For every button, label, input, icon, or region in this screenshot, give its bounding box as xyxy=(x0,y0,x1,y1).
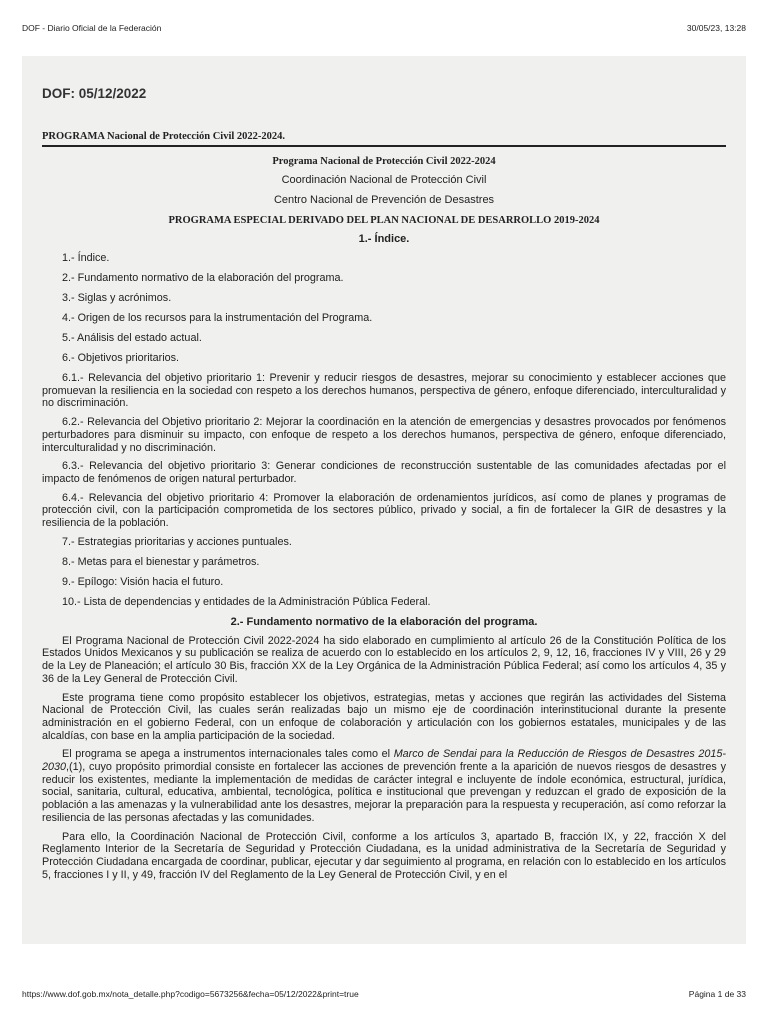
paragraph: Este programa tiene como propósito establecer los objetivos, estrategias, metas y acciones que regirán las actividades del Sistema Nacional de Protección Civil, las cuales serán realizadas bajo un mismo eje de coordinación interinstitucional durante la presente administración en el gobierno Federal, con un enfoque de colaboración y articulación con los gobiernos estatales, municipales y de las alcaldías, con base en la amplia participación de la sociedad. xyxy=(42,691,726,742)
paragraph-text: El programa se apega a instrumentos internacionales tales como el xyxy=(62,748,394,761)
dof-date: DOF: 05/12/2022 xyxy=(42,86,147,101)
print-footer-page: Página 1 de 33 xyxy=(688,989,746,999)
paragraph: Para ello, la Coordinación Nacional de Protección Civil, conforme a los artículos 3, apartado B, fracción IX, y 22, fracción X del Reglamento Interior de la Secretaría de Seguridad y Protección Ciudadana, es la unidad administrativa de la Secretaría de Seguridad y Protección Ciudadana encargada de coordinar, publicar, ejecutar y dar seguimiento al programa, en relación con lo establecido en los artículos 5, fracciones I y II, y 49, fracción IV del Reglamento de la Ley General de Protección Civil, y en el xyxy=(42,830,726,881)
paragraph: El Programa Nacional de Protección Civil 2022-2024 ha sido elaborado en cumplimiento al artículo 26 de la Constitución Política de los Estados Unidos Mexicanos y su publicación se realiza de acuerdo con lo establecido en los artículos 2, 9, 12, 16, fracciones IV y VIII, 26 y 29 de la Ley de Planeación; el artículo 30 Bis, fracción XX de la Ley Orgánica de la Administración Pública Federal; así como los artículos 4, 35 y 36 de la Ley General de Protección Civil. xyxy=(42,634,726,685)
section2-heading: 2.- Fundamento normativo de la elaboración del programa. xyxy=(230,615,538,628)
document-body xyxy=(42,155,726,887)
index-item: 3.- Siglas y acrónimos. xyxy=(62,292,172,304)
sendai-framework-title: Marco de Sendai para la Reducción de Riesgos de Desastres 2015-2030 xyxy=(42,748,726,774)
paragraph-text: ,(1), cuyo propósito primordial consiste en fortalecer las acciones de prevención frente a la aparición de nuevos riesgos de desastres y reducir los existentes, mediante la implementación de medidas de carácter integral e incluyente de índole económica, estructural, jurídica, social, sanitaria, cultural, educativa, ambiental, tecnológica, política e institucional que prevengan y reduzcan el grado de exposición de la población a las amenazas y la vulnerabilidad ante los desastres, mejorar la preparación para la respuesta y recuperación, así como reforzar la resiliencia de las personas afectadas y las comunidades. xyxy=(42,761,726,824)
index-item: 4.- Origen de los recursos para la instrumentación del Programa. xyxy=(62,312,373,324)
index-item: 5.- Análisis del estado actual. xyxy=(62,332,202,344)
index-item: 2.- Fundamento normativo de la elaboración del programa. xyxy=(62,272,344,284)
document-panel xyxy=(22,56,746,944)
objective-item: 6.3.- Relevancia del objetivo prioritario 3: Generar condiciones de reconstrucción sustentable de las comunidades afectadas por el impacto de fenómenos de origen natural perturbador. xyxy=(42,460,726,485)
coordination-name: Coordinación Nacional de Protección Civil xyxy=(281,174,487,186)
print-footer-url: https://www.dof.gob.mx/nota_detalle.php?codigo=5673256&fecha=05/12/2022&print=true xyxy=(22,989,359,999)
objective-item: 6.1.- Relevancia del objetivo prioritario 1: Prevenir y reducir riesgos de desastres, mejorar su conocimiento y establecer acciones que promuevan la resiliencia en la sociedad con respeto a los derechos humanos, perspectiva de género, enfoque diferenciado, interculturalidad y no discriminación. xyxy=(42,372,726,410)
paragraph xyxy=(42,748,726,824)
objective-item: 6.2.- Relevancia del Objetivo prioritario 2: Mejorar la coordinación en la atención de emergencias y desastres provocados por fenómenos perturbadores para disminuir su impacto, con enfoque de respeto a los derechos humanos, perspectiva de género, enfoque diferenciado, interculturalidad y no discriminación. xyxy=(42,416,726,454)
index-item: 8.- Metas para el bienestar y parámetros. xyxy=(62,555,260,568)
center-name: Centro Nacional de Prevención de Desastres xyxy=(273,194,495,206)
print-header-datetime: 30/05/23, 13:28 xyxy=(686,23,746,33)
print-header-title: DOF - Diario Oficial de la Federación xyxy=(22,23,162,33)
index-item: 6.- Objetivos prioritarios. xyxy=(62,352,180,364)
index-item: 9.- Epílogo: Visión hacia el futuro. xyxy=(62,575,224,588)
document-title: PROGRAMA Nacional de Protección Civil 2022-2024. xyxy=(42,131,726,147)
program-title: Programa Nacional de Protección Civil 2022-2024 xyxy=(272,156,496,167)
objective-item: 6.4.- Relevancia del objetivo prioritario 4: Promover la elaboración de ordenamientos jurídicos, así como de planes y programas de protección civil, con la participación comprometida de los sectores público, privado y social, a fin de fortalecer la GIR de desastres y la resiliencia de la población. xyxy=(42,491,726,530)
index-item: 1.- Índice. xyxy=(62,252,110,264)
index-item: 7.- Estrategias prioritarias y acciones puntuales. xyxy=(62,535,292,548)
index-item: 10.- Lista de dependencias y entidades de la Administración Pública Federal. xyxy=(62,595,431,608)
index-heading: 1.- Índice. xyxy=(358,233,410,245)
special-program-heading: PROGRAMA ESPECIAL DERIVADO DEL PLAN NACIONAL DE DESARROLLO 2019-2024 xyxy=(168,215,600,226)
